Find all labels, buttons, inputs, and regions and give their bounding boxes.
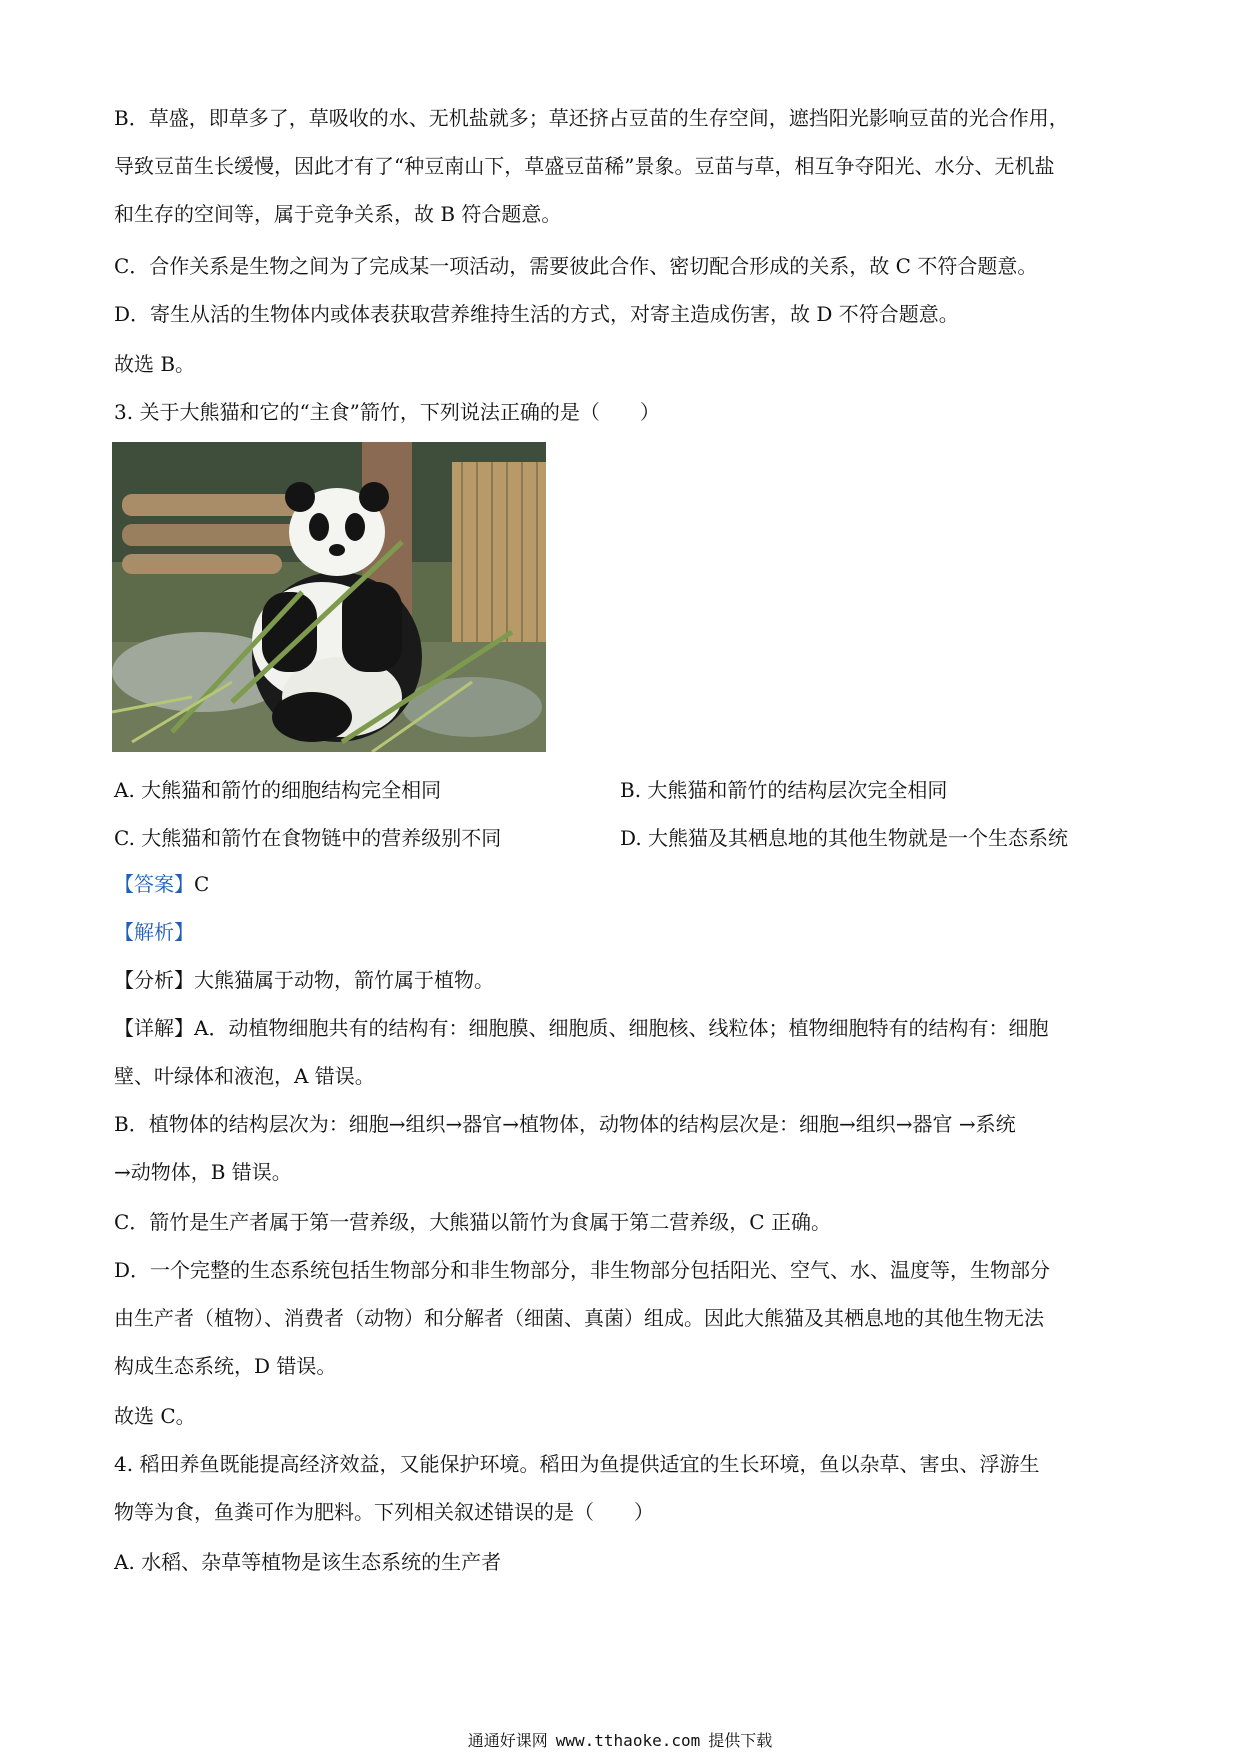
footer-url-link[interactable]: www.tthaoke.com <box>555 1731 701 1750</box>
q3-option-a: A. 大熊猫和箭竹的细胞结构完全相同 <box>114 778 442 802</box>
answer-tag: 【答案】 <box>114 872 194 896</box>
q2-option-c-explanation: C．合作关系是生物之间为了完成某一项活动，需要彼此合作、密切配合形成的关系，故 C 不符合题意。 <box>114 254 1038 278</box>
q3-d-line-3: 构成生态系统，D 错误。 <box>114 1354 337 1378</box>
q4-option-a: A. 水稻、杂草等植物是该生态系统的生产者 <box>114 1550 502 1574</box>
q3-conclusion: 故选 C。 <box>114 1404 196 1428</box>
answer-value: C <box>194 872 210 896</box>
q3-c-line: C．箭竹是生产者属于第一营养级，大熊猫以箭竹为食属于第二营养级，C 正确。 <box>114 1210 831 1234</box>
q2-option-b-line-2: 导致豆苗生长缓慢，因此才有了“种豆南山下，草盛豆苗稀”景象。豆苗与草，相互争夺阳光、水分、无机盐 <box>114 154 1055 178</box>
q4-stem-line-2: 物等为食，鱼粪可作为肥料。下列相关叙述错误的是（ ） <box>114 1500 654 1524</box>
q3-option-d: D. 大熊猫及其栖息地的其他生物就是一个生态系统 <box>620 826 1069 850</box>
footer-site-name: 通通好课网 <box>467 1731 548 1750</box>
q3-option-c: C. 大熊猫和箭竹在食物链中的营养级别不同 <box>114 826 502 850</box>
footer-suffix: 提供下载 <box>708 1731 773 1750</box>
q3-xiangjie-line-1: 【详解】A．动植物细胞共有的结构有：细胞膜、细胞质、细胞核、线粒体；植物细胞特有的结构有：细胞 <box>114 1016 1049 1040</box>
q3-analysis-tag: 【解析】 <box>114 920 194 944</box>
q2-option-b-line-3: 和生存的空间等，属于竞争关系，故 B 符合题意。 <box>114 202 562 226</box>
q4-stem-line-1: 4. 稻田养鱼既能提高经济效益，又能保护环境。稻田为鱼提供适宜的生长环境，鱼以杂草、害虫、浮游生 <box>114 1452 1040 1476</box>
panda-bamboo-photo <box>112 442 546 752</box>
q3-d-line-2: 由生产者（植物）、消费者（动物）和分解者（细菌、真菌）组成。因此大熊猫及其栖息地的其他生物无法 <box>114 1306 1044 1330</box>
page-footer <box>0 1728 1240 1751</box>
q2-conclusion: 故选 B。 <box>114 352 196 376</box>
q3-xiangjie-line-2: 壁、叶绿体和液泡，A 错误。 <box>114 1064 375 1088</box>
q3-d-line-1: D．一个完整的生态系统包括生物部分和非生物部分，非生物部分包括阳光、空气、水、温度等，生物部分 <box>114 1258 1051 1282</box>
q3-b-line-1: B．植物体的结构层次为：细胞→组织→器官→植物体，动物体的结构层次是：细胞→组织→器官 →系统 <box>114 1112 1016 1136</box>
q2-option-d-explanation: D．寄生从活的生物体内或体表获取营养维持生活的方式，对寄主造成伤害，故 D 不符合题意。 <box>114 302 959 326</box>
q3-answer <box>114 870 1134 898</box>
q3-option-b: B. 大熊猫和箭竹的结构层次完全相同 <box>620 778 948 802</box>
q3-fenxi: 【分析】大熊猫属于动物，箭竹属于植物。 <box>114 968 494 992</box>
q2-option-b-line-1: B．草盛，即草多了，草吸收的水、无机盐就多；草还挤占豆苗的生存空间，遮挡阳光影响豆苗的光合作用， <box>114 106 1069 130</box>
q3-b-line-2: →动物体，B 错误。 <box>114 1160 292 1184</box>
q3-stem: 3. 关于大熊猫和它的“主食”箭竹，下列说法正确的是（ ） <box>114 400 660 424</box>
